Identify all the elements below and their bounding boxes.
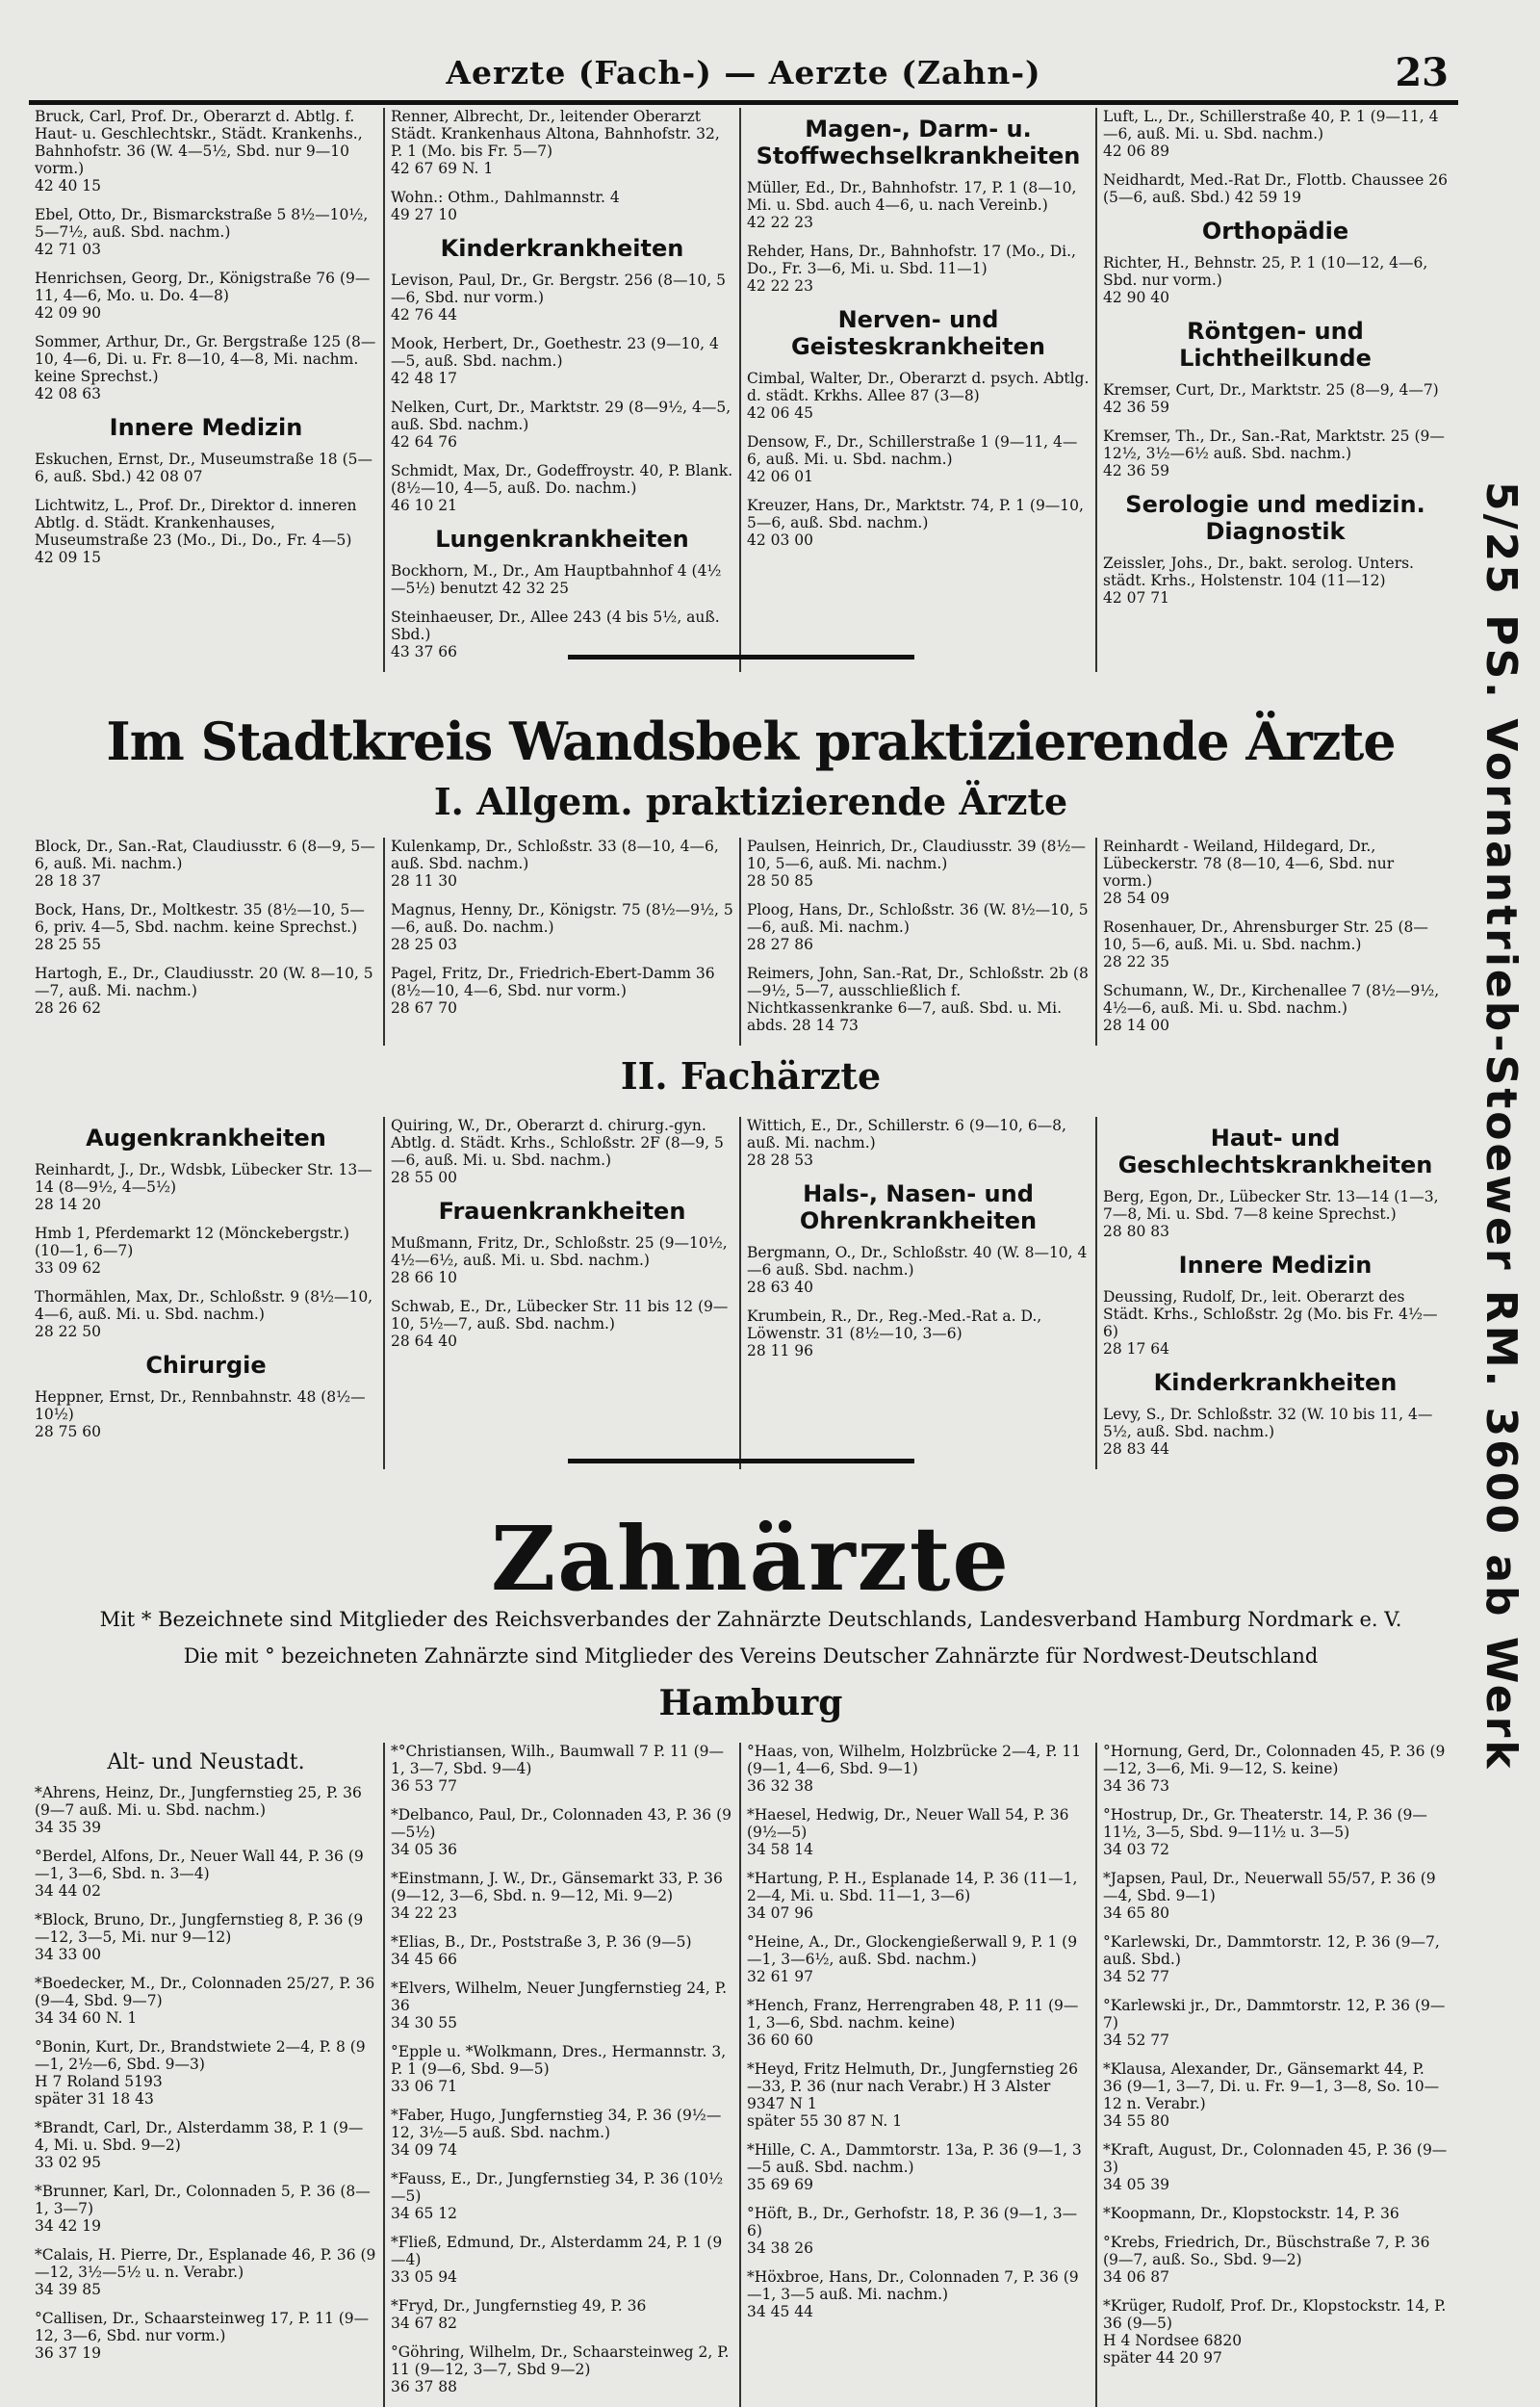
listing-entry: Bruck, Carl, Prof. Dr., Oberarzt d. Abtlg. f. Haut- u. Geschlechtskr., Städt. Krankenhs., Bahnhofstr. 36 (W. 4—5½, Sbd. nur 9—10 vorm.) 42 40 15	[35, 108, 363, 194]
section-heading: Haut- und Geschlechtskrankheiten	[1117, 1125, 1433, 1178]
listing-entry: Bock, Hans, Dr., Moltkestr. 35 (8½—10, 5—6, priv. 4—5, Sbd. nachm. keine Sprechst.) 28 25 55	[35, 901, 365, 953]
section-heading: Magen-, Darm- u. Stoffwechselkrankheiten	[756, 116, 1081, 169]
section-heading: Kinderkrankheiten	[1153, 1369, 1398, 1396]
section-heading: Augenkrankheiten	[86, 1125, 326, 1152]
listing-entry: °Karlewski, Dr., Dammtorstr. 12, P. 36 (9—7, auß. Sbd.) 34 52 77	[1103, 1933, 1440, 1985]
top-col-2	[385, 108, 741, 672]
listing-entry: Mußmann, Fritz, Dr., Schloßstr. 25 (9—10½, 4½—6½, auß. Mi. u. Sbd. nachm.) 28 66 10	[391, 1234, 728, 1286]
listing-entry: *Fauss, E., Dr., Jungfernstieg 34, P. 36 (10½—5) 34 65 12	[391, 2170, 724, 2222]
listing-entry: °Haas, von, Wilhelm, Holzbrücke 2—4, P. 11 (9—1, 4—6, Sbd. 9—1) 36 32 38	[747, 1743, 1082, 1795]
listing-entry: Kremser, Th., Dr., San.-Rat, Marktstr. 25 (9—12½, 3½—6½ auß. Sbd. nachm.) 42 36 59	[1103, 427, 1445, 479]
listing-entry: *Klausa, Alexander, Dr., Gänsemarkt 44, P. 36 (9—1, 3—7, Di. u. Fr. 9—1, 3—8, So. 10—12 n. Verabr.) 34 55 80	[1103, 2060, 1440, 2130]
listing-entry: *Höxbroe, Hans, Dr., Colonnaden 7, P. 36 (9—1, 3—5 auß. Mi. nachm.) 34 45 44	[747, 2268, 1079, 2320]
divider-rule-2	[568, 1459, 914, 1463]
section-heading: Kinderkrankheiten	[440, 235, 684, 262]
listing-entry: Ploog, Hans, Dr., Schloßstr. 36 (W. 8½—10, 5—6, auß. Mi. nachm.) 28 27 86	[747, 901, 1089, 953]
header-title: Aerzte (Fach-) — Aerzte (Zahn-)	[446, 54, 1041, 91]
section-heading: Innere Medizin	[109, 414, 303, 441]
listing-entry: °Krebs, Friedrich, Dr., Büschstraße 7, P. 36 (9—7, auß. So., Sbd. 9—2) 34 06 87	[1103, 2234, 1430, 2286]
listing-entry: *Japsen, Paul, Dr., Neuerwall 55/57, P. 36 (9—4, Sbd. 9—1) 34 65 80	[1103, 1870, 1436, 1922]
fach-col-4	[1097, 1117, 1453, 1469]
listing-entry: *Haesel, Hedwig, Dr., Neuer Wall 54, P. 36 (9½—5) 34 58 14	[747, 1806, 1069, 1858]
wandsbek-subtitle-fach: II. Fachärzte	[620, 1054, 882, 1098]
listing-entry: *Fryd, Dr., Jungfernstieg 49, P. 36 34 67 82	[391, 2297, 647, 2332]
listing-entry: Block, Dr., San.-Rat, Claudiusstr. 6 (8—9, 5—6, auß. Mi. nachm.) 28 18 37	[35, 838, 375, 890]
section-heading: Innere Medizin	[1178, 1252, 1373, 1279]
listing-entry: °Heine, A., Dr., Glockengießerwall 9, P. 1 (9—1, 3—6½, auß. Sbd. nachm.) 32 61 97	[747, 1933, 1078, 1985]
listing-entry: Thormählen, Max, Dr., Schloßstr. 9 (8½—10, 4—6, auß. Mi. u. Sbd. nachm.) 28 22 50	[35, 1288, 373, 1340]
listing-entry: Levison, Paul, Dr., Gr. Bergstr. 256 (8—10, 5—6, Sbd. nur vorm.) 42 76 44	[391, 272, 726, 324]
listing-entry: Nelken, Curt, Dr., Marktstr. 29 (8—9½, 4—5, auß. Sbd. nachm.) 42 64 76	[391, 399, 732, 451]
listing-entry: °Hostrup, Dr., Gr. Theaterstr. 14, P. 36 (9—11½, 3—5, Sbd. 9—11½ u. 3—5) 34 03 72	[1103, 1806, 1427, 1858]
page-header	[29, 46, 1458, 105]
listing-entry: Kreuzer, Hans, Dr., Marktstr. 74, P. 1 (9—10, 5—6, auß. Sbd. nachm.) 42 03 00	[747, 497, 1084, 549]
top-columns	[29, 108, 1453, 672]
section-heading: Röntgen- und Lichtheilkunde	[1179, 318, 1372, 372]
listing-entry: Hmb 1, Pferdemarkt 12 (Mönckebergstr.) (10—1, 6—7) 33 09 62	[35, 1225, 349, 1277]
section-heading: Lungenkrankheiten	[435, 526, 689, 553]
listing-entry: *°Christiansen, Wilh., Baumwall 7 P. 11 (9—1, 3—7, Sbd. 9—4) 36 53 77	[391, 1743, 725, 1795]
listing-entry: Densow, F., Dr., Schillerstraße 1 (9—11, 4—6, auß. Mi. u. Sbd. nachm.) 42 06 01	[747, 433, 1078, 485]
allgem-col-4	[1097, 838, 1453, 1046]
listing-entry: °Bonin, Kurt, Dr., Brandstwiete 2—4, P. 8 (9—1, 2½—6, Sbd. 9—3) H 7 Roland 5193 später 31 18 43	[35, 2038, 366, 2108]
fach-col-1	[29, 1117, 385, 1469]
listing-entry: Sommer, Arthur, Dr., Gr. Bergstraße 125 (8—10, 4—6, Di. u. Fr. 8—10, 4—8, Mi. nachm. keine Sprechst.) 42 08 63	[35, 333, 376, 402]
zahn-columns	[29, 1743, 1453, 2407]
listing-entry: °Berdel, Alfons, Dr., Neuer Wall 44, P. 36 (9—1, 3—6, Sbd. n. 3—4) 34 44 02	[35, 1848, 364, 1900]
allgem-col-3	[741, 838, 1097, 1046]
listing-entry: Schwab, E., Dr., Lübecker Str. 11 bis 12 (9—10, 5½—7, auß. Sbd. nachm.) 28 64 40	[391, 1298, 729, 1350]
fach-columns	[29, 1117, 1453, 1469]
listing-entry: Schmidt, Max, Dr., Godeffroystr. 40, P. Blank. (8½—10, 4—5, auß. Do. nachm.) 46 10 21	[391, 462, 733, 514]
listing-entry: Krumbein, R., Dr., Reg.-Med.-Rat a. D., Löwenstr. 31 (8½—10, 3—6) 28 11 96	[747, 1307, 1042, 1359]
listing-entry: Müller, Ed., Dr., Bahnhofstr. 17, P. 1 (8—10, Mi. u. Sbd. auch 4—6, u. nach Vereinb.) 42 22 23	[747, 179, 1077, 231]
listing-entry: Zeissler, Johs., Dr., bakt. serolog. Unters. städt. Krhs., Holstenstr. 104 (11—12) 42 07 71	[1103, 555, 1414, 607]
zahn-col-1	[29, 1743, 385, 2407]
listing-entry: *Einstmann, J. W., Dr., Gänsemarkt 33, P. 36 (9—12, 3—6, Sbd. n. 9—12, Mi. 9—2) 34 22 23	[391, 1870, 723, 1922]
listing-entry: °Göhring, Wilhelm, Dr., Schaarsteinweg 2, P. 11 (9—12, 3—7, Sbd 9—2) 36 37 88	[391, 2343, 730, 2395]
listing-entry: *Ahrens, Heinz, Dr., Jungfernstieg 25, P. 36 (9—7 auß. Mi. u. Sbd. nachm.) 34 35 39	[35, 1784, 362, 1836]
listing-entry: Reinhardt - Weiland, Hildegard, Dr., Lübeckerstr. 78 (8—10, 4—6, Sbd. nur vorm.) 28 54 09	[1103, 838, 1395, 907]
listing-entry: Levy, S., Dr. Schloßstr. 32 (W. 10 bis 11, 4—5½, auß. Sbd. nachm.) 28 83 44	[1103, 1406, 1433, 1458]
side-advertisement	[1477, 481, 1535, 2022]
listing-entry: *Faber, Hugo, Jungfernstieg 34, P. 36 (9½—12, 3½—5 auß. Sbd. nachm.) 34 09 74	[391, 2107, 722, 2159]
top-col-1	[29, 108, 385, 672]
listing-entry: *Brandt, Carl, Dr., Alsterdamm 38, P. 1 (9—4, Mi. u. Sbd. 9—2) 33 02 95	[35, 2119, 364, 2171]
listing-entry: Neidhardt, Med.-Rat Dr., Flottb. Chaussee 26 (5—6, auß. Sbd.) 42 59 19	[1103, 171, 1448, 206]
top-col-4	[1097, 108, 1453, 672]
zahn-col-3	[741, 1743, 1097, 2407]
listing-entry: Richter, H., Behnstr. 25, P. 1 (10—12, 4—6, Sbd. nur vorm.) 42 90 40	[1103, 254, 1428, 306]
listing-entry: Rosenhauer, Dr., Ahrensburger Str. 25 (8—10, 5—6, auß. Mi. u. Sbd. nachm.) 28 22 35	[1103, 919, 1428, 971]
top-col-3	[741, 108, 1097, 672]
listing-entry: *Calais, H. Pierre, Dr., Esplanade 46, P. 36 (9—12, 3½—5½ u. n. Verabr.) 34 39 85	[35, 2246, 376, 2298]
listing-entry: Bergmann, O., Dr., Schloßstr. 40 (W. 8—10, 4—6 auß. Sbd. nachm.) 28 63 40	[747, 1244, 1088, 1296]
listing-entry: Mook, Herbert, Dr., Goethestr. 23 (9—10, 4—5, auß. Sbd. nachm.) 42 48 17	[391, 335, 719, 387]
listing-entry: Steinhaeuser, Dr., Allee 243 (4 bis 5½, auß. Sbd.) 43 37 66	[391, 608, 720, 660]
listing-entry: Eskuchen, Ernst, Dr., Museumstraße 18 (5—6, auß. Sbd.) 42 08 07	[35, 451, 372, 485]
listing-entry: Pagel, Fritz, Dr., Friedrich-Ebert-Damm 36 (8½—10, 4—6, Sbd. nur vorm.) 28 67 70	[391, 965, 715, 1017]
listing-entry: °Höft, B., Dr., Gerhofstr. 18, P. 36 (9—1, 3—6) 34 38 26	[747, 2205, 1078, 2257]
listing-entry: *Boedecker, M., Dr., Colonnaden 25/27, P. 36 (9—4, Sbd. 9—7) 34 34 60 N. 1	[35, 1975, 375, 2027]
listing-entry: *Hille, C. A., Dammtorstr. 13a, P. 36 (9—1, 3—5 auß. Sbd. nachm.) 35 69 69	[747, 2141, 1082, 2193]
listing-entry: Lichtwitz, L., Prof. Dr., Direktor d. inneren Abtlg. d. Städt. Krankenhauses, Museumstraße 23 (Mo., Di., Do., Fr. 4—5) 42 09 15	[35, 497, 357, 566]
listing-entry: Hartogh, E., Dr., Claudiusstr. 20 (W. 8—10, 5—7, auß. Mi. nachm.) 28 26 62	[35, 965, 373, 1017]
listing-entry: °Callisen, Dr., Schaarsteinweg 17, P. 11 (9—12, 3—6, Sbd. nur vorm.) 36 37 19	[35, 2310, 370, 2362]
section-heading: Nerven- und Geisteskrankheiten	[791, 306, 1045, 360]
section-heading: Orthopädie	[1201, 218, 1349, 245]
listing-entry: °Hornung, Gerd, Dr., Colonnaden 45, P. 36 (9—12, 3—6, Mi. 9—12, S. keine) 34 36 73	[1103, 1743, 1446, 1795]
wandsbek-subtitle-allgemein: I. Allgem. praktizierende Ärzte	[433, 780, 1068, 823]
listing-entry: Paulsen, Heinrich, Dr., Claudiusstr. 39 (8½—10, 5—6, auß. Mi. nachm.) 28 50 85	[747, 838, 1086, 890]
listing-entry: Bockhorn, M., Dr., Am Hauptbahnhof 4 (4½—5½) benutzt 42 32 25	[391, 562, 722, 597]
listing-entry: Deussing, Rudolf, Dr., leit. Oberarzt des Städt. Krhs., Schloßstr. 2g (Mo. bis Fr. 4½—6) 28 17 64	[1103, 1288, 1438, 1358]
listing-entry: °Karlewski jr., Dr., Dammtorstr. 12, P. 36 (9—7) 34 52 77	[1103, 1997, 1446, 2049]
listing-entry: *Krüger, Rudolf, Prof. Dr., Klopstockstr. 14, P. 36 (9—5) H 4 Nordsee 6820 später 44 20 97	[1103, 2297, 1447, 2367]
zahnaerzte-title: Zahnärzte	[491, 1507, 1011, 1611]
fach-col-2	[385, 1117, 741, 1469]
listing-entry: *Brunner, Karl, Dr., Colonnaden 5, P. 36 (8—1, 3—7) 34 42 19	[35, 2183, 371, 2235]
allgem-col-1	[29, 838, 385, 1046]
listing-entry: Berg, Egon, Dr., Lübecker Str. 13—14 (1—3, 7—8, Mi. u. Sbd. 7—8 keine Sprechst.) 28 80 83	[1103, 1188, 1439, 1240]
listing-entry: Ebel, Otto, Dr., Bismarckstraße 5 8½—10½, 5—7½, auß. Sbd. nachm.) 42 71 03	[35, 206, 369, 258]
listing-entry: Wittich, E., Dr., Schillerstr. 6 (9—10, 6—8, auß. Mi. nachm.) 28 28 53	[747, 1117, 1066, 1169]
section-heading: Frauenkrankheiten	[438, 1198, 686, 1225]
zahn-note-1: Mit * Bezeichnete sind Mitglieder des Reichsverbandes der Zahnärzte Deutschlands, Landesverband Hamburg Nordmark e. V.	[99, 1608, 1402, 1631]
wandsbek-title: Im Stadtkreis Wandsbek praktizierende Ärzte	[106, 711, 1396, 772]
city-heading: Hamburg	[658, 1683, 843, 1723]
listing-entry: Quiring, W., Dr., Oberarzt d. chirurg.-gyn. Abtlg. d. Städt. Krhs., Schloßstr. 2F (8—9, 5—6, auß. Mi. u. Sbd. nachm.) 28 55 00	[391, 1117, 724, 1186]
listing-entry: *Elvers, Wilhelm, Neuer Jungfernstieg 24, P. 36 34 30 55	[391, 1980, 727, 2032]
listing-entry: Schumann, W., Dr., Kirchenallee 7 (8½—9½, 4½—6, auß. Mi. u. Sbd. nachm.) 28 14 00	[1103, 982, 1440, 1034]
listing-entry: *Block, Bruno, Dr., Jungfernstieg 8, P. 36 (9—12, 3—5, Mi. nur 9—12) 34 33 00	[35, 1911, 364, 1963]
listing-entry: *Fließ, Edmund, Dr., Alsterdamm 24, P. 1 (9—4) 33 05 94	[391, 2234, 723, 2286]
listing-entry: Kremser, Curt, Dr., Marktstr. 25 (8—9, 4—7) 42 36 59	[1103, 381, 1439, 416]
section-heading: Hals-, Nasen- und Ohrenkrankheiten	[799, 1180, 1038, 1234]
fach-col-3	[741, 1117, 1097, 1469]
listing-entry: Henrichsen, Georg, Dr., Königstraße 76 (9—11, 4—6, Mo. u. Do. 4—8) 42 09 90	[35, 270, 371, 322]
listing-entry: Cimbal, Walter, Dr., Oberarzt d. psych. Abtlg. d. städt. Krkhs. Allee 87 (3—8) 42 06 45	[747, 370, 1090, 422]
listing-entry: Rehder, Hans, Dr., Bahnhofstr. 17 (Mo., Di., Do., Fr. 3—6, Mi. u. Sbd. 11—1) 42 22 23	[747, 243, 1076, 295]
zahn-col-4	[1097, 1743, 1453, 2407]
listing-entry: *Heyd, Fritz Helmuth, Dr., Jungfernstieg 26—33, P. 36 (nur nach Verabr.) H 3 Alster 9347 N 1 später 55 30 87 N. 1	[747, 2060, 1079, 2130]
listing-entry: Renner, Albrecht, Dr., leitender Oberarzt Städt. Krankenhaus Altona, Bahnhofstr. 32, P. 1 (Mo. bis Fr. 5—7) 42 67 69 N. 1	[391, 108, 720, 177]
listing-entry: Reimers, John, San.-Rat, Dr., Schloßstr. 2b (8—9½, 5—7, ausschließlich f. Nichtkassenkranke 6—7, auß. Sbd. u. Mi. abds. 28 14 73	[747, 965, 1089, 1034]
listing-entry: Magnus, Henny, Dr., Königstr. 75 (8½—9½, 5—6, auß. Do. nachm.) 28 25 03	[391, 901, 733, 953]
listing-entry: *Hartung, P. H., Esplanade 14, P. 36 (11—1, 2—4, Mi. u. Sbd. 11—1, 3—6) 34 07 96	[747, 1870, 1078, 1922]
zahn-col-2	[385, 1743, 741, 2407]
side-advertisement-text: 5/25 PS. Vornantrieb-Stoewer RM. 3600 ab Werk	[1476, 481, 1526, 1772]
listing-entry: *Delbanco, Paul, Dr., Colonnaden 43, P. 36 (9—5½) 34 05 36	[391, 1806, 732, 1858]
listing-entry: Reinhardt, J., Dr., Wdsbk, Lübecker Str. 13—14 (8—9½, 4—5½) 28 14 20	[35, 1161, 372, 1213]
zahn-note-2: Die mit ° bezeichneten Zahnärzte sind Mitglieder des Vereins Deutscher Zahnärzte für Nordwest-Deutschland	[183, 1644, 1319, 1668]
listing-entry: *Koopmann, Dr., Klopstockstr. 14, P. 36	[1103, 2205, 1399, 2222]
section-heading: Serologie und medizin. Diagnostik	[1125, 491, 1425, 545]
allgem-col-2	[385, 838, 741, 1046]
section-heading: Chirurgie	[145, 1352, 267, 1379]
listing-entry: Wohn.: Othm., Dahlmannstr. 4 49 27 10	[391, 189, 620, 223]
zahn-col-1-list	[35, 1784, 377, 2362]
listing-entry: Heppner, Ernst, Dr., Rennbahnstr. 48 (8½—10½) 28 75 60	[35, 1388, 366, 1440]
listing-entry: Luft, L., Dr., Schillerstraße 40, P. 1 (9—11, 4—6, auß. Mi. u. Sbd. nachm.) 42 06 89	[1103, 108, 1439, 160]
allgem-columns	[29, 838, 1453, 1046]
listing-entry: °Epple u. *Wolkmann, Dres., Hermannstr. 3, P. 1 (9—6, Sbd. 9—5) 33 06 71	[391, 2043, 727, 2095]
divider-rule-1	[568, 655, 914, 660]
listing-entry: *Elias, B., Dr., Poststraße 3, P. 36 (9—5) 34 45 66	[391, 1933, 692, 1968]
listing-entry: *Kraft, August, Dr., Colonnaden 45, P. 36 (9—3) 34 05 39	[1103, 2141, 1448, 2193]
listing-entry: Kulenkamp, Dr., Schloßstr. 33 (8—10, 4—6, auß. Sbd. nachm.) 28 11 30	[391, 838, 719, 890]
listing-entry: *Hench, Franz, Herrengraben 48, P. 11 (9—1, 3—6, Sbd. nachm. keine) 36 60 60	[747, 1997, 1079, 2049]
district-heading: Alt- und Neustadt.	[107, 1750, 305, 1774]
page-number: 23	[1395, 50, 1449, 95]
